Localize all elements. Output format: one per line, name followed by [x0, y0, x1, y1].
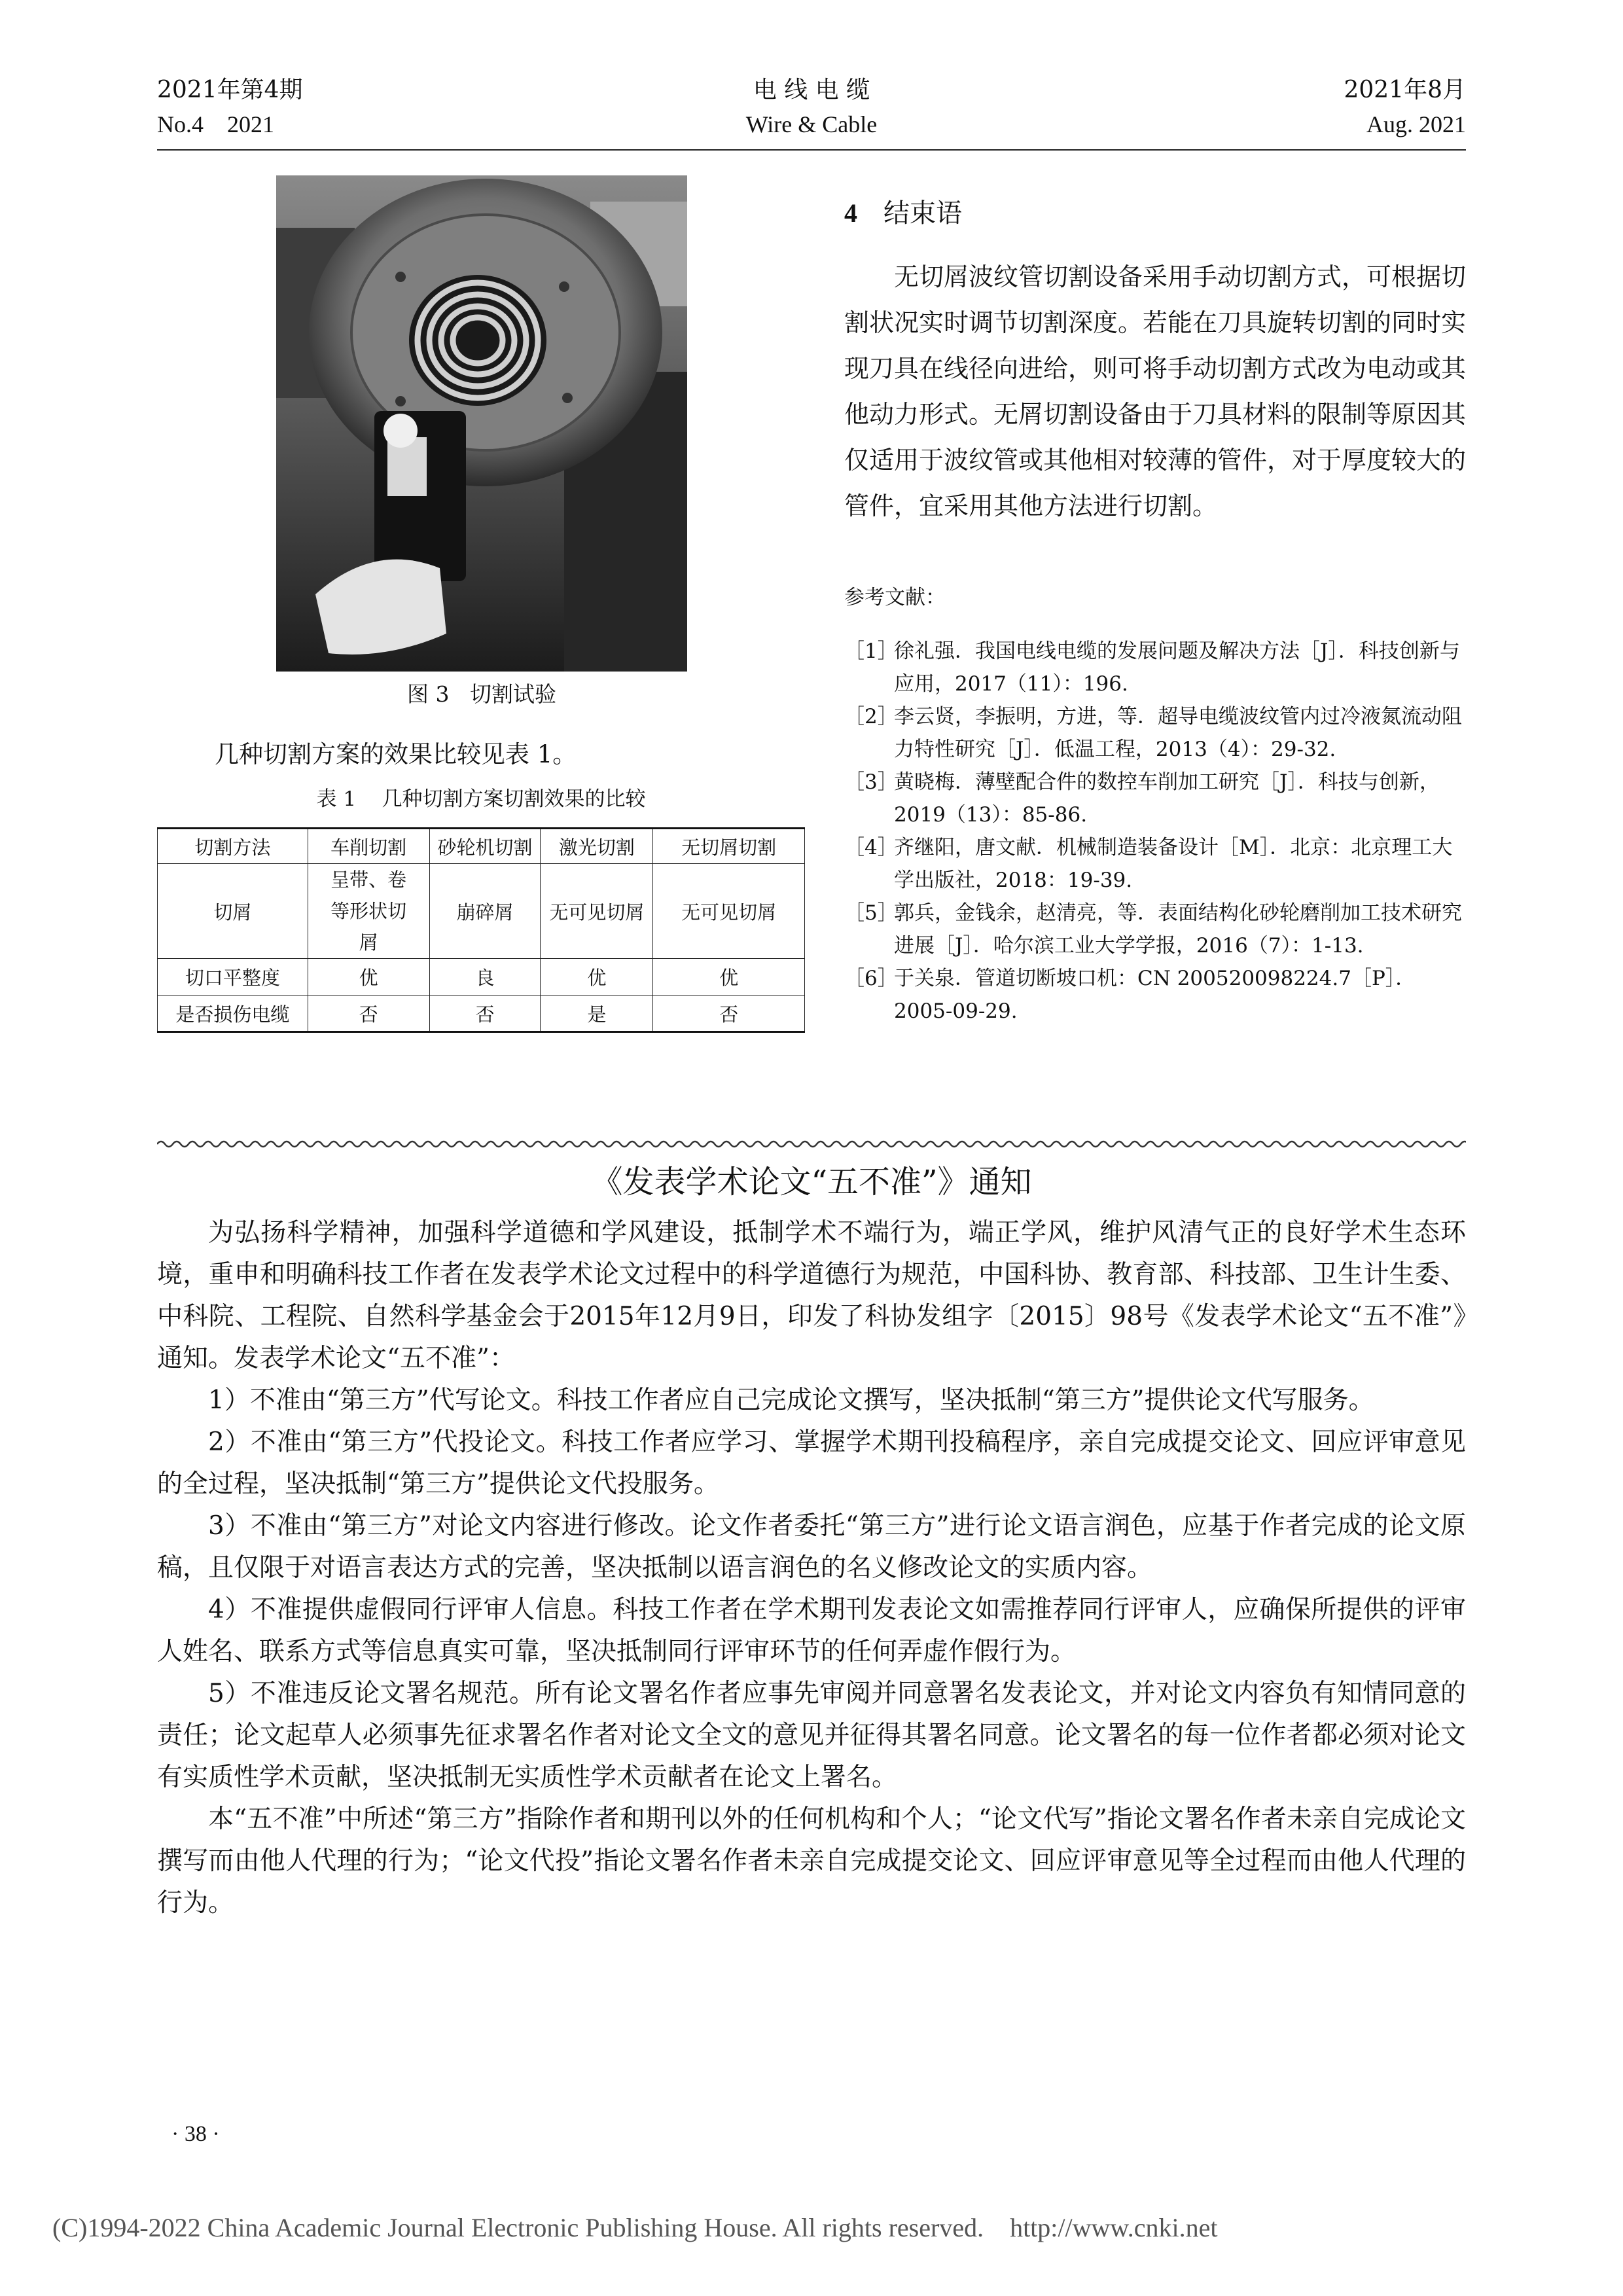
reference-number: ［4］: [844, 836, 898, 859]
table-cell: 优: [541, 959, 653, 996]
reference-number: ［6］: [844, 967, 898, 990]
header-right: [1230, 73, 1466, 141]
table-cell: 优: [308, 959, 429, 996]
reference-item: [844, 897, 1472, 962]
table-cell: 是: [541, 996, 653, 1032]
reference-text: 李云贤，李振明，方进，等．超导电缆波纹管内过冷液氮流动阻力特性研究［J］．低温工程，2013（4）：29-32.: [894, 705, 1462, 761]
section-heading: [844, 194, 962, 233]
reference-text: 齐继阳，唐文献．机械制造装备设计［M］．北京：北京理工大学出版社，2018：19-39.: [894, 836, 1453, 892]
table-cell: 良: [429, 959, 541, 996]
table-header-row: [158, 829, 805, 864]
reference-item: [844, 700, 1472, 766]
table-cell: 呈带、卷等形状切屑: [308, 864, 429, 959]
notice-paragraph: 2）不准由“第三方”代投论文。科技工作者应学习、掌握学术期刊投稿程序，亲自完成提交论文、回应评审意见的全过程，坚决抵制“第三方”提供论文代投服务。: [157, 1427, 1466, 1499]
reference-item: [844, 766, 1472, 831]
table-cell: 否: [308, 996, 429, 1032]
table-cell: 否: [653, 996, 805, 1032]
table-intro: 几种切割方案的效果比较见表 1。: [215, 740, 577, 768]
reference-number: ［1］: [844, 639, 898, 663]
figure-caption: 图 3 切割试验: [407, 681, 556, 707]
table-header-cell: 无切屑切割: [653, 829, 805, 864]
table-row: [158, 959, 805, 996]
header-rule: [157, 149, 1466, 151]
table-row: [158, 996, 805, 1032]
table-cell: 是否损伤电缆: [158, 996, 308, 1032]
table-header-cell: 切割方法: [158, 829, 308, 864]
reference-text: 于关泉．管道切断坡口机：CN 200520098224.7［P］．2005-09-29.: [894, 967, 1416, 1023]
notice-paragraph: 本“五不准”中所述“第三方”指除作者和期刊以外的任何机构和个人；“论文代写”指论文署名作者未亲自完成论文撰写而由他人代理的行为；“论文代投”指论文署名作者未亲自完成提交论文、回应评审意见等全过程而由他人代理的行为。: [157, 1804, 1466, 1918]
table-cell: 无可见切屑: [541, 864, 653, 959]
header-left: [157, 73, 432, 141]
section-body: 无切屑波纹管切割设备采用手动切割方式，可根据切割状况实时调节切割深度。若能在刀具旋转切割的同时实现刀具在线径向进给，则可将手动切割方式改为电动或其他动力形式。无屑切割设备由于刀具材料的限制等原因其仅适用于波纹管或其他相对较薄的管件，对于厚度较大的管件，宜采用其他方法进行切割。: [844, 262, 1467, 520]
table-cell: 优: [653, 959, 805, 996]
wave-divider-icon: [157, 1138, 1466, 1151]
header-center: [681, 73, 942, 141]
comparison-table-grid: [157, 827, 805, 1033]
comparison-table: [157, 827, 805, 1033]
reference-item: [844, 635, 1472, 700]
reference-item: [844, 962, 1472, 1028]
date-cn: 2021年8月: [1344, 77, 1466, 103]
notice-paragraph: 4）不准提供虚假同行评审人信息。科技工作者在学术期刊发表论文如需推荐同行评审人，应确保所提供的评审人姓名、联系方式等信息真实可靠，坚决抵制同行评审环节的任何弄虚作假行为。: [157, 1595, 1466, 1666]
reference-text: 郭兵，金钱余，赵清亮，等．表面结构化砂轮磨削加工技术研究进展［J］．哈尔滨工业大学学报，2016（7）：1-13.: [894, 901, 1462, 958]
cutting-test-photo: [276, 175, 687, 672]
table-cell: 无可见切屑: [653, 864, 805, 959]
decorative-divider: [157, 1138, 1466, 1151]
journal-name-en: Wire & Cable: [745, 111, 878, 137]
journal-name-cn: 电 线 电 缆: [753, 77, 870, 103]
reference-number: ［3］: [844, 770, 898, 794]
date-en: Aug. 2021: [1366, 111, 1466, 137]
notice-title: 《发表学术论文“五不准”》通知: [591, 1164, 1032, 1200]
section-title: 结束语: [883, 198, 962, 228]
notice-paragraph: 为弘扬科学精神，加强科学道德和学风建设，抵制学术不端行为，端正学风，维护风清气正的良好学术生态环境，重申和明确科技工作者在发表学术论文过程中的科学道德行为规范，中国科协、教育部、科技部、卫生计生委、中科院、工程院、自然科学基金会于2015年12月9日，印发了科协发组字〔2015〕98号《发表学术论文“五不准”》通知。发表学术论文“五不准”：: [157, 1218, 1466, 1373]
table-header-cell: 车削切割: [308, 829, 429, 864]
notice-paragraph: 3）不准由“第三方”对论文内容进行修改。论文作者委托“第三方”进行论文语言润色，应基于作者完成的论文原稿，且仅限于对语言表达方式的完善，坚决抵制以语言润色的名义修改论文的实质内容。: [157, 1511, 1466, 1583]
reference-text: 黄晓梅．薄壁配合件的数控车削加工研究［J］．科技与创新，2019（13）：85-86.: [894, 770, 1440, 827]
issue-en: No.4 2021: [157, 111, 274, 137]
table-cell: 切口平整度: [158, 959, 308, 996]
page-number: · 38 ·: [171, 2122, 220, 2146]
table-title: 表 1 几种切割方案切割效果的比较: [316, 787, 646, 811]
copyright-line: (C)1994-2022 China Academic Journal Electronic Publishing House. All rights reserved. http://www.cnki.net: [52, 2213, 1218, 2242]
notice-paragraph: 5）不准违反论文署名规范。所有论文署名作者应事先审阅并同意署名发表论文，并对论文内容负有知情同意的责任；论文起草人必须事先征求署名作者对论文全文的意见并征得其署名同意。论文署名的每一位作者都必须对论文有实质性学术贡献，坚决抵制无实质性学术贡献者在论文上署名。: [157, 1679, 1466, 1792]
table-cell: 切屑: [158, 864, 308, 959]
figure-photo: [276, 175, 687, 672]
notice-paragraph: 1）不准由“第三方”代写论文。科技工作者应自己完成论文撰写，坚决抵制“第三方”提供论文代写服务。: [208, 1386, 1374, 1415]
reference-number: ［5］: [844, 901, 898, 925]
issue-cn: 2021年第4期: [157, 77, 303, 103]
reference-text: 徐礼强．我国电线电缆的发展问题及解决方法［J］．科技创新与应用，2017（11）：196.: [894, 639, 1460, 696]
reference-item: [844, 831, 1472, 897]
references-list: [844, 635, 1472, 1028]
table-row: [158, 864, 805, 959]
references-heading: 参考文献：: [844, 586, 946, 609]
reference-number: ［2］: [844, 705, 898, 728]
table-header-cell: 激光切割: [541, 829, 653, 864]
table-header-cell: 砂轮机切割: [429, 829, 541, 864]
table-cell: 崩碎屑: [429, 864, 541, 959]
notice-body: [157, 1212, 1466, 1924]
table-cell: 否: [429, 996, 541, 1032]
section-number: 4: [844, 198, 857, 228]
